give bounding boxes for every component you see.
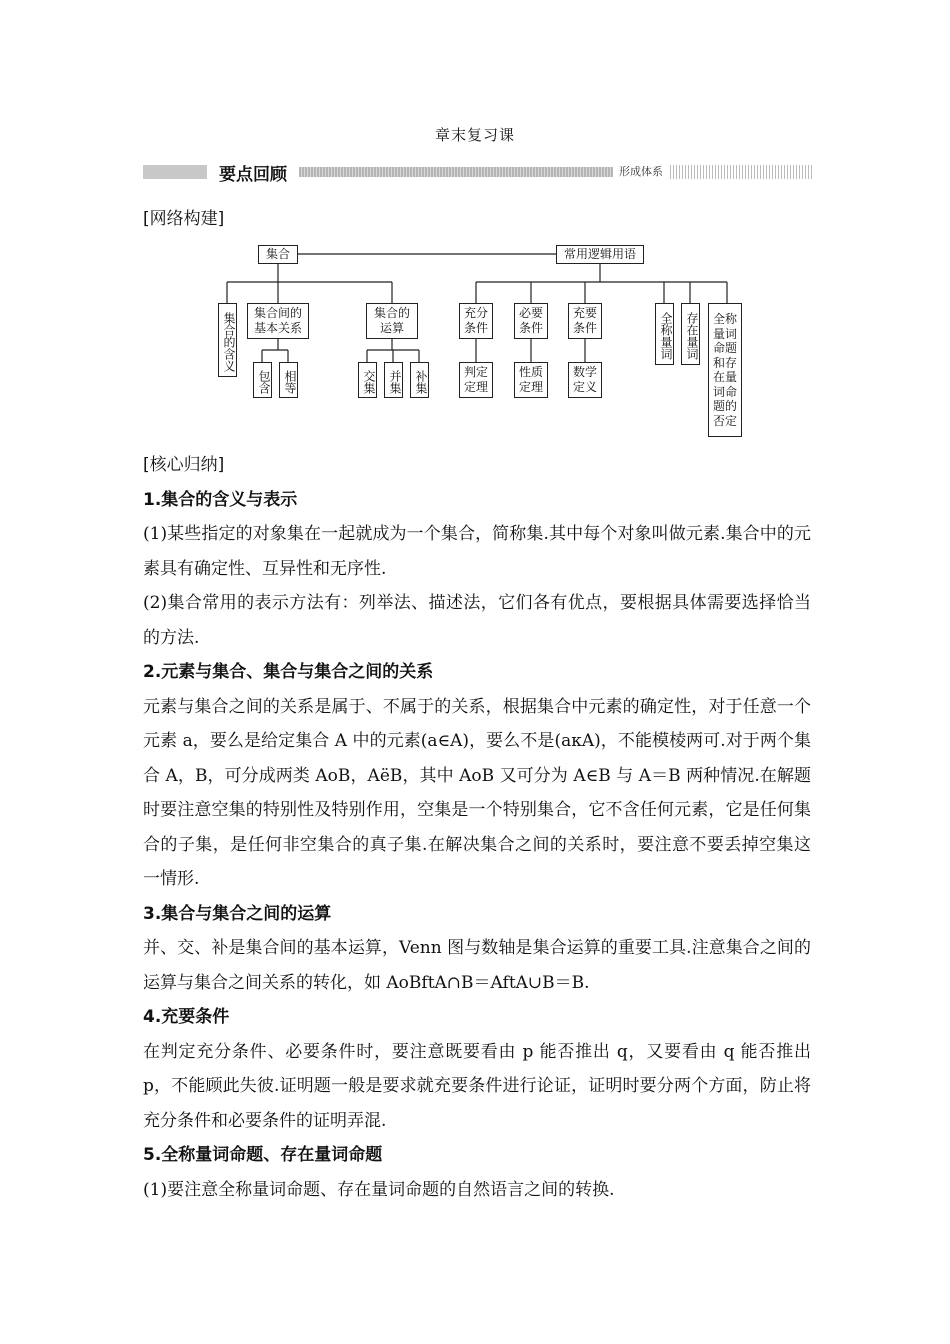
node-union: 并集 bbox=[384, 362, 403, 398]
node-set-operations: 集合的 运算 bbox=[366, 303, 418, 339]
node-judgement-theorem: 判定 定理 bbox=[459, 362, 493, 398]
node-universal-quantifier: 全称量词 bbox=[655, 303, 674, 365]
node-intersect: 交集 bbox=[358, 362, 377, 398]
node-property-theorem: 性质 定理 bbox=[514, 362, 548, 398]
banner-bar-left bbox=[143, 165, 207, 179]
core-section-label: [核心归纳] bbox=[143, 455, 225, 475]
node-negation bbox=[708, 303, 742, 437]
node-sufficient: 充分 条件 bbox=[459, 303, 493, 339]
section-4-paragraph-1: 在判定充分条件、必要条件时，要注意既要看由 p 能否推出 q，又要看由 q 能否推出 p，不能顾此失彼.证明题一般是要求就充要条件进行论证，证明时要分两个方面，防止将充分条件和必要条件的证明弄混. bbox=[143, 1041, 811, 1131]
section-heading-3: 3.集合与集合之间的运算 bbox=[143, 903, 332, 924]
node-negation-label: 全称量词命题和存在量词命题的否定 bbox=[712, 312, 737, 428]
section-3-paragraph-1: 并、交、补是集合间的基本运算，Venn 图与数轴是集合运算的重要工具.注意集合之间的运算与集合之间关系的转化，如 AoBftA∩B＝AftA∪B＝B. bbox=[143, 938, 811, 993]
node-existential-quantifier: 存在量词 bbox=[681, 303, 700, 365]
section-2-paragraph-1: 元素与集合之间的关系是属于、不属于的关系，根据集合中元素的确定性，对于任意一个元素 a，要么是给定集合 A 中的元素(a∈A)，要么不是(aκA)，不能模棱两可.对于两个集合 A，B，可分成两类 AoB，AëB，其中 AoB 又可分为 A∈B 与 A＝B 两种情况.在解题时要注意空集的特别性及特别作用，空集是一个特别集合，它不含任何元素，它是任何集合的子集，是任何非空集合的真子集.在解决集合之间的关系时，要注意不要丢掉空集这一情形. bbox=[143, 696, 811, 889]
node-set: 集合 bbox=[258, 245, 298, 264]
network-section-label: [网络构建] bbox=[143, 209, 225, 229]
banner-bar-mid bbox=[299, 167, 619, 177]
section-5-paragraph-1: (1)要注意全称量词命题、存在量词命题的自然语言之间的转换. bbox=[143, 1179, 615, 1200]
node-necessary: 必要 条件 bbox=[514, 303, 548, 339]
main-content bbox=[143, 448, 811, 1207]
section-banner bbox=[143, 163, 813, 185]
banner-title: 要点回顾 bbox=[219, 165, 287, 185]
node-logic-terms: 常用逻辑用语 bbox=[556, 245, 644, 264]
section-heading-5: 5.全称量词命题、存在量词命题 bbox=[143, 1145, 383, 1165]
banner-subtitle: 形成体系 bbox=[613, 163, 669, 179]
section-1-paragraph-1: (1)某些指定的对象集在一起就成为一个集合，简称集.其中每个对象叫做元素.集合中的元素具有确定性、互异性和无序性. bbox=[143, 524, 811, 579]
node-math-definition: 数学 定义 bbox=[568, 362, 602, 398]
section-heading-2: 2.元素与集合、集合与集合之间的关系 bbox=[143, 662, 434, 682]
node-complement: 补集 bbox=[410, 362, 429, 398]
banner-bar-right bbox=[667, 165, 813, 179]
node-set-relations: 集合间的 基本关系 bbox=[247, 303, 309, 339]
node-contain: 包含 bbox=[253, 362, 272, 398]
section-1-paragraph-2: (2)集合常用的表示方法有：列举法、描述法，它们各有优点，要根据具体需要选择恰当的方法. bbox=[143, 593, 811, 648]
section-heading-1: 1.集合的含义与表示 bbox=[143, 489, 298, 510]
page-title: 章末复习课 bbox=[434, 126, 515, 144]
section-heading-4: 4.充要条件 bbox=[143, 1007, 230, 1027]
node-equal: 相等 bbox=[279, 362, 298, 398]
node-set-meaning: 集合的含义 bbox=[218, 303, 237, 377]
node-sufficient-necessary: 充要 条件 bbox=[568, 303, 602, 339]
